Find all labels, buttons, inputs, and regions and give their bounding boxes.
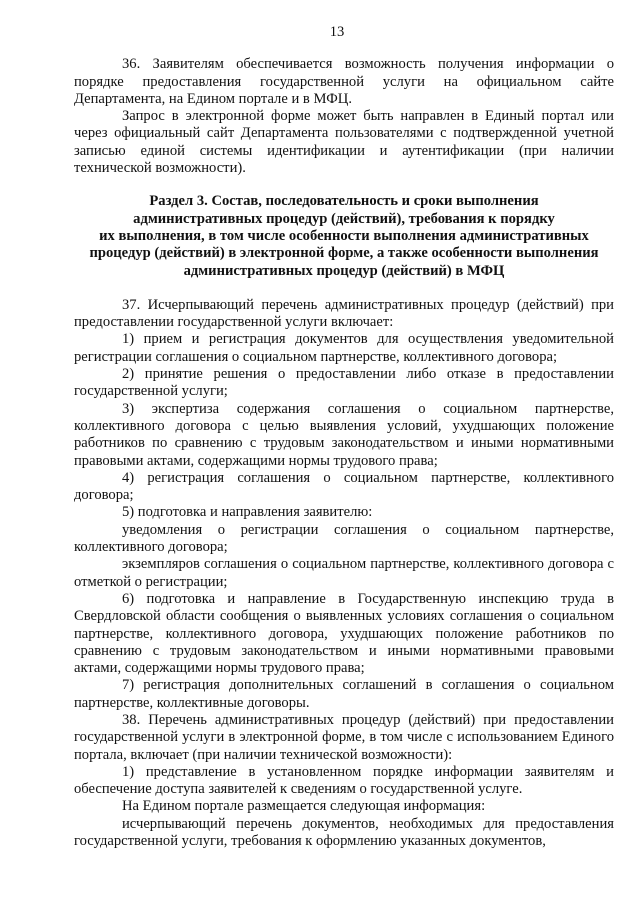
heading-line: Раздел 3. Состав, последовательность и сроки выполнения <box>149 193 539 210</box>
heading-line: процедур (действий) в электронной форме, а также особенности выполнения <box>89 245 599 262</box>
list-item: 1) прием и регистрация документов для осуществления уведомительной регистрации соглашения о социальном партнерстве, коллективного договора; <box>74 331 614 365</box>
list-item: 1) представление в установленном порядке информации заявителям и обеспечение доступа заявителей к сведениям о государственной услуге. <box>74 763 614 798</box>
heading-line: административных процедур (действий), требования к порядку <box>133 210 555 227</box>
paragraph-portal-info: На Едином портале размещается следующая информация: <box>122 798 486 815</box>
list-item: 4) регистрация соглашения о социальном партнерстве, коллективного договора; <box>74 469 614 504</box>
list-item: 6) подготовка и направление в Государственную инспекцию труда в Свердловской области сообщения о выявленных условиях соглашения о социальном партнерстве, коллективного договора, ухудшающих положение работников по сравнению с трудовым законодательством и иными нормативными правовыми актами, содержащими нормы трудового права; <box>74 590 614 677</box>
heading-line: административных процедур (действий) в МФЦ <box>183 262 505 279</box>
document-page <box>74 24 614 850</box>
paragraph-documents-list: исчерпывающий перечень документов, необходимых для предоставления государственной услуги, требования к оформлению указанных документов, <box>74 815 614 850</box>
list-subitem: уведомления о регистрации соглашения о социальном партнерстве, коллективного договора; <box>74 521 614 556</box>
page-number: 13 <box>329 24 345 40</box>
list-item: 2) принятие решения о предоставлении либо отказе в предоставлении государственной услуги; <box>74 366 614 400</box>
heading-line: их выполнения, в том числе особенности выполнения административных <box>99 227 589 244</box>
paragraph-38: 38. Перечень административных процедур (действий) при предоставлении государственной услуги в электронной форме, в том числе с использованием Единого портала, включает (при наличии технической возможности): <box>74 711 614 763</box>
list-subitem: экземпляров соглашения о социальном партнерстве, коллективного договора с отметкой о регистрации; <box>74 556 614 590</box>
section-3-heading <box>74 193 614 279</box>
paragraph-electronic-request: Запрос в электронной форме может быть направлен в Единый портал или через официальный сайт Департамента пользователями с подтвержденной учетной записью единой системы идентификации и аутентификации (при наличии технической возможности). <box>74 108 614 177</box>
list-item: 3) экспертиза содержания соглашения о социальном партнерстве, коллективного договора с целью выявления условий, ухудшающих положение работников по сравнению с трудовым законодательством и иными нормативными правовыми актами, содержащими нормы трудового права; <box>74 400 614 469</box>
list-item: 5) подготовка и направления заявителю: <box>122 504 373 521</box>
list-item: 7) регистрация дополнительных соглашений в соглашения о социальном партнерстве, коллективные договоры. <box>74 677 614 711</box>
paragraph-36: 36. Заявителям обеспечивается возможность получения информации о порядке предоставления государственной услуги на официальном сайте Департамента, на Едином портале и в МФЦ. <box>74 56 614 107</box>
paragraph-37: 37. Исчерпывающий перечень административных процедур (действий) при предоставлении государственной услуги включает: <box>74 296 614 331</box>
